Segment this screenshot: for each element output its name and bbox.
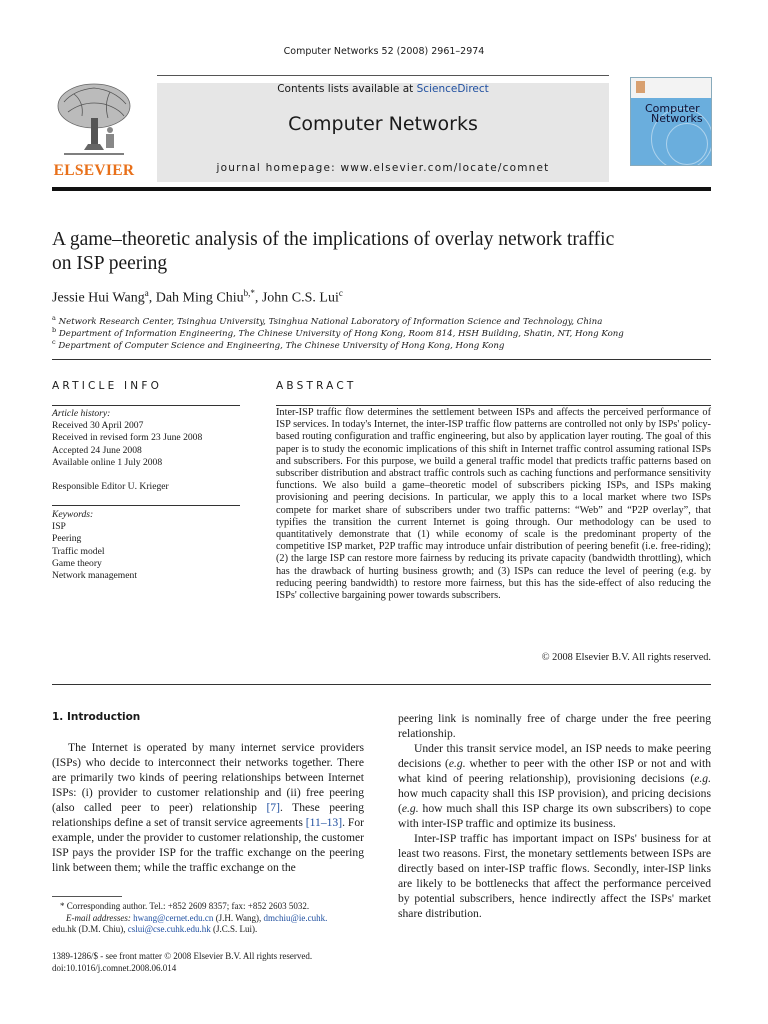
footnote: * Corresponding author. Tel.: +852 2609 8357; fax: +852 2603 5032. E-mail addresses: hwang@cernet.edu.cn (J.H. Wang), dmchiu@ie.cuhk. edu.hk (D.M. Chiu), cslui@cse.cuhk.edu.hk (J.C.S. Lui). (52, 901, 328, 934)
keyword: Peering (52, 533, 82, 545)
abstract-rule (276, 405, 711, 406)
keywords: Keywords: ISP Peering Traffic model Game theory Network management (52, 509, 242, 582)
author-name: John C.S. Lui (261, 290, 339, 306)
keyword: Game theory (52, 557, 102, 569)
sciencedirect-link[interactable]: ScienceDirect (416, 83, 489, 95)
journal-banner (157, 83, 609, 182)
article-info-heading: ARTICLE INFO (52, 380, 163, 392)
publisher-name: ELSEVIER (53, 162, 135, 179)
issn-line: 1389-1286/$ - see front matter © 2008 Elsevier B.V. All rights reserved. (52, 951, 313, 961)
publication-info (52, 951, 382, 974)
cover-title: Computer Networks (645, 102, 703, 125)
elsevier-tree-icon (54, 82, 134, 160)
history-item: Accepted 24 June 2008 (52, 444, 142, 456)
journal-name: Computer Networks (288, 113, 478, 135)
keyword: Network management (52, 570, 137, 582)
paragraph: The Internet is operated by many internet service providers (ISPs) who decide to interconnect their networks together. There are primarily two kinds of peering relationships between Internet ISPs: (i) provider to customer relationship and (ii) free peering (also called peer to peer) relationship [7]. These peering relationships define a set of transit service agreements [11–13]. For example, under the provider to customer relationship, the customer ISP pays the provider ISP for the traffic exchange on the peering link between them; while the traffic exchange on the (52, 741, 365, 874)
article-info-rule (52, 405, 240, 406)
doi-line[interactable]: doi:10.1016/j.comnet.2008.06.014 (52, 962, 177, 973)
journal-homepage[interactable]: journal homepage: www.elsevier.com/locate/comnet (216, 162, 550, 174)
contents-line (157, 83, 609, 95)
abstract-bottom-rule (52, 684, 711, 685)
contents-prefix: Contents lists available at (277, 83, 417, 95)
email-link[interactable]: cslui@cse.cuhk.edu.hk (127, 924, 211, 934)
mini-elsevier-icon (636, 81, 645, 93)
paragraph: peering link is nominally free of charge under the free peering relationship. (398, 712, 711, 740)
section-heading: 1. Introduction (52, 711, 141, 723)
affiliation: $^b$ Department of Information Engineering, The Chinese University of Hong Kong, Room 814, HSH Building, Shatin, NT, Hong Kong (52, 326, 624, 339)
keywords-rule (52, 505, 240, 506)
paragraph: Under this transit service model, an ISP needs to make peering decisions (e.g. whether to peer with the other ISP or not and with what kind of peering relationship), provisioning decisions (e.g. how much capacity shall this ISP provision), and pricing decisions (e.g. how much shall this ISP charge its own subscribers) to cope with inter-ISP traffic and optimize its business. (398, 742, 711, 830)
intro-left-column (52, 740, 364, 875)
banner-top-rule (157, 75, 609, 76)
article-title: A game–theoretic analysis of the implications of overlay network traffic on ISP peering (52, 229, 615, 274)
footnote-rule (52, 896, 122, 897)
paragraph: Inter-ISP traffic has important impact on ISPs' business for at least two reasons. First, the monetary settlements between ISPs are directly based on inter-ISP traffic flows. Secondly, inter-ISP links are likely to be bottlenecks that affect the performance perceived by potential subscribers, hence indirectly affect the ISPs' market share distribution. (398, 832, 711, 920)
article-history: Article history: Received 30 April 2007 Received in revised form 23 June 2008 Accepted 24 June 2008 Available online 1 July 2008 (52, 408, 242, 469)
author-name: Dah Ming Chiu (155, 290, 244, 306)
intro-right-column (398, 711, 711, 921)
keyword: ISP (52, 521, 66, 533)
abstract-copyright: © 2008 Elsevier B.V. All rights reserved. (541, 652, 711, 663)
affiliation: $^c$ Department of Computer Science and Engineering, The Chinese University of Hong Kong, Hong Kong (52, 338, 505, 351)
reference-link[interactable]: [11–13] (305, 816, 343, 829)
elsevier-logo (50, 82, 138, 180)
section-divider (52, 359, 711, 360)
header-divider (52, 187, 711, 191)
keyword: Traffic model (52, 545, 105, 557)
author-list: Jessie Hui Wang$^a$, Dah Ming Chiu$^{b,*}$, John C.S. Lui$^c$ (52, 288, 343, 306)
history-item: Available online 1 July 2008 (52, 456, 163, 468)
journal-citation: Computer Networks 52 (2008) 2961–2974 (283, 46, 485, 57)
abstract-heading: ABSTRACT (276, 380, 357, 392)
email-link[interactable]: dmchiu@ie.cuhk. (263, 912, 328, 923)
responsible-editor: Responsible Editor U. Krieger (52, 481, 169, 492)
abstract-text: Inter-ISP traffic flow determines the settlement between ISPs and affects the perceived performance of ISP services. In today's Internet, the inter-ISP traffic flow patterns are controlled not only by ISPs' policy-based routing configuration and traffic engineering, but also by application layer routing. The goal of this paper is to study the economic implications of this shift in Internet traffic control assuming rational ISPs and subscribers. For this purpose, we build a general traffic model that predicts traffic patterns based on subscriber distribution and abstract traffic controls such as caching functions and performance sensitivity functions. We also build a game–theoretic model of subscribers picking ISPs, and ISPs making provisioning and peering decisions. In particular, we apply this to a local market where two ISPs compete for market share of subscribers under two traffic patterns: “Web” and “P2P overlay”, that typifies the transition the current Internet is going through. Our methodology can be used to quantitatively demonstrate that (1) while economy of scale is the predominant property of the competitive ISP market, P2P traffic may introduce unfair distribution of peering benefit (i.e. free-riding); (2) the large ISP can restore more fairness by reducing its private capacity (bandwidth throttling), which has the drawback of hurting business growth; and (3) ISPs can reduce the level of peering (e.g. by reducing peering bandwidth) to restore more fairness, but this has the side-effect of also reducing the ISPs' collective bargaining power towards subscribers. (276, 407, 711, 602)
email-link[interactable]: hwang@cernet.edu.cn (133, 912, 214, 923)
history-item: Received 30 April 2007 (52, 420, 144, 432)
author-name: Jessie Hui Wang (52, 290, 145, 306)
journal-cover-thumbnail (630, 77, 712, 166)
history-item: Received in revised form 23 June 2008 (52, 432, 203, 444)
affiliation: $^a$ Network Research Center, Tsinghua University, Tsinghua National Laboratory of Information Science and Technology, China (52, 314, 603, 327)
reference-link[interactable]: [7] (266, 801, 280, 814)
